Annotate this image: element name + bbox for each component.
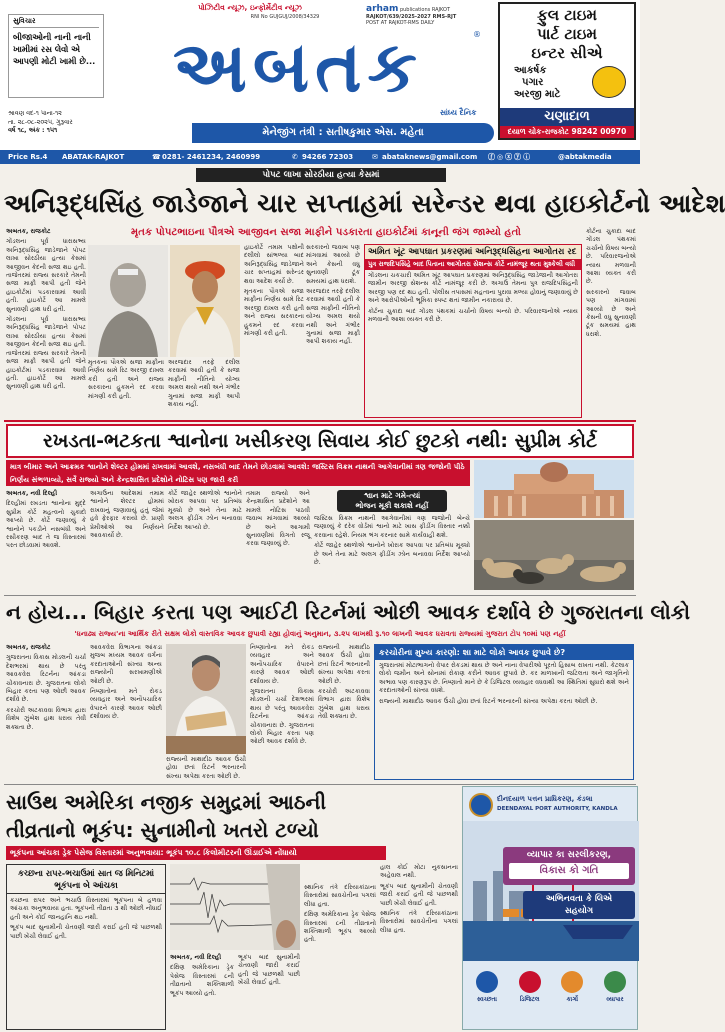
story1-col-4-text: હાઇકોર્ટે તમામ પક્ષોની દલીલો સાંભળ્યા બાદ અનિરૂદ્ધસિંહ જાડેજાને ચાર સપ્તાહમાં સરેન્ડર થવા આદેશ કર્યો છે. bbox=[244, 244, 304, 285]
story1-col-5-text-cont: અરજદાર તરફે દલીલ કરવામાં આવી હતી કે સજા માફીની નીતિનો યોગ્ય અમલ થયો નથી અને ગંભીર ગુનામાં સજા માફી આપી શકાય નહીં. bbox=[306, 288, 360, 346]
callout-title-1: શ્વાન માટે ગમે-ત્યાં bbox=[363, 491, 421, 500]
port-feature-row bbox=[467, 971, 635, 1025]
story4-col-2 bbox=[238, 954, 300, 1030]
story4-dateline: અબતક, નવી દિલ્હી bbox=[170, 954, 222, 961]
story2-col-2-text: અગાઉના આદેશમાં તમામ શ્વાનોને શેલ્ટર હોમમાં રાખવાનું જણાવાયું હતું જેમાં હવે ફેરફાર કરાયો છે. પ્રાણી પ્રેમીઓએ આ નિર્ણયને આવકાર્યો છે. bbox=[90, 490, 164, 540]
port-slogan-box bbox=[503, 847, 635, 885]
story3-box-text-p2: રાજ્યની માથાદીઠ આવક ઉંચી હોવા છતાં રિટર્ન ભરનારની સંખ્યા અપેક્ષા કરતા ઓછી છે. bbox=[379, 697, 598, 705]
mobile-icon: ✆ bbox=[292, 153, 298, 161]
story1-col-2-text: મૃતકના પૌત્રએ સજા માફીના નિર્ણય સામે રિટ અરજી દાખલ કરી હતી અને રાજ્ય સરકારના હુકમને રદ કરવા માંગણી કરી હતી. bbox=[88, 359, 164, 400]
port-slogan-1: વ્યાપાર કા સરલીકરણ, bbox=[526, 850, 612, 860]
sidebox-text bbox=[365, 270, 581, 410]
story4-col-4-text-cont: ભૂકંપ બાદ સુનામીની ચેતવણી જારી કરાઈ હતી જે પાછળથી પાછી ખેંચી લેવાઈ હતી. bbox=[380, 882, 458, 907]
story2-col-3 bbox=[168, 490, 242, 590]
port-authority-ad[interactable] bbox=[462, 786, 638, 1030]
story2-callout[interactable] bbox=[314, 490, 470, 590]
story2-col-4-text: તમામ રાજ્યો અને કેન્દ્રશાસિત પ્રદેશોને આ મામલે નોટિસ પાઠવી જવાબ માંગવામાં આવ્યો છે અને આગામી સુનાવણીમાં વિગતો રજૂ કરવા જણાવ્યું છે. bbox=[246, 490, 310, 548]
ad-line-1: ફુલ ટાઇમ bbox=[537, 6, 597, 24]
photo-accused bbox=[170, 245, 240, 357]
story3-col-2-text-cont: નિષ્ણાતોના મતે રોકડ વ્યવહાર અને અનૌપચારિક વેપારને કારણે આવક ઓછી દર્શાવાય છે. bbox=[90, 688, 162, 721]
mobile[interactable]: 94266 72303 bbox=[302, 153, 354, 161]
story2-dateline: અબતક, નવી દિલ્હી bbox=[6, 490, 58, 497]
story3-box-text-p: ગુજરાતમાં મોટાભાગનો વેપાર રોકડમાં થાય છે અને નાના વેપારીઓ પૂરતો હિસાબ રાખતા નથી. કેટલાક લોકો જમીન અને સોનામાં રોકાણ કરીને આવક છુપાવે છે. કર માળખાની જટિલતા અને જાગૃતિનો અભાવ પણ કારણરૂપ છે. નિષ્ણાતો માને છે કે ડિજિટલ વ્યવહાર વધવાથી આ સ્થિતિમાં સુધારો થશે અને કરદાતાઓની સંખ્યા વધશે. bbox=[379, 662, 629, 695]
port-slogan-3 bbox=[523, 891, 635, 919]
story3-col-5-text: રાજ્યની માથાદીઠ આવક ઉંચી હોવા છતાં રિટર્ન ભરનારની સંખ્યા અપેક્ષા કરતા ઓછી છે. bbox=[318, 644, 370, 685]
story4-sidebox[interactable] bbox=[6, 864, 166, 1030]
price: Price Rs.4 bbox=[8, 153, 48, 161]
callout-title-2: ભોજન મૂકી શકાશે નહીં bbox=[355, 501, 429, 510]
photo-supreme-court bbox=[474, 460, 634, 518]
story2-redbar: માત્ર બીમાર અને આક્રમક શ્વાનોને શેલ્ટર હોમમાં રાખવામાં આવશે, નસબંધી બાદ તેમને છોડવામાં આવશે: જસ્ટિસ વિક્રમ નાથની આગેવાનીમાં ત્રણ જજોની પીઠે નિર્ણય સંભળાવ્યો, સર્વે રાજ્યો અને કેન્દ્રશાસિત પ્રદેશોને નોટિસ પણ જારી કરી bbox=[6, 460, 470, 486]
port-feature-1 bbox=[467, 971, 507, 1025]
feature-1-icon bbox=[476, 971, 498, 993]
place: ABATAK-RAJKOT bbox=[62, 153, 125, 161]
ad-line-4: આકર્ષક bbox=[514, 65, 547, 76]
story3-col-2-text: આવકવેરા વિભાગના આંકડા મુજબ મધ્યમ આવક વર્ગના કરદાતાઓની સંખ્યા અન્ય રાજ્યોની સરખામણીએ ઓછી છે. bbox=[90, 644, 162, 685]
story3-subhead: 'ધનાઢ્ય રાજ્ય'ના આર્થિક રીતે સક્ષમ લોકો વાસ્તવિક આવક છુપાવી રહ્યા હોવાનું અનુમાન, ૩.૨૫ લાખથી રૂ.૧૦ લાખની આવક ધરાવતા રાજ્યમાં ગુજરાત ટોપ ૧૦માં પણ નહીં bbox=[74, 629, 566, 638]
story4-redbar: ભૂકંપના આંચકા ડ્રેક પેસેજ વિસ્તારમાં અનુભવાયા: ભૂકંપ ૧૦.૮ કિલોમીટરની ઊંડાઈએ નોંધાયો bbox=[6, 846, 386, 860]
story2-col-3-text: કોર્ટે જાહેર સ્થળોએ શ્વાનોને ખોરાક આપવા પર પ્રતિબંધ મૂક્યો છે અને તેના માટે અલગ ફીડીંગ ઝોન બનાવવા નિર્દેશ આપ્યો છે. bbox=[168, 490, 242, 531]
masthead bbox=[0, 0, 640, 150]
port-feature-2 bbox=[510, 971, 550, 1025]
ad-mascot-icon bbox=[592, 66, 626, 98]
port-feature-3 bbox=[552, 971, 592, 1025]
email-icon: ✉ bbox=[372, 153, 378, 161]
ad-contact: દયાળ ચોક-રાજકોટ 98242 00970 bbox=[500, 126, 634, 138]
photo-victim bbox=[88, 245, 168, 357]
rni-number: RNI No GUJGUJ/2008/34329 bbox=[250, 14, 320, 20]
ad-line-6: અરજી માટે bbox=[514, 89, 561, 100]
photo-stray-dogs bbox=[474, 520, 634, 590]
story1-col-3-text: અરજદાર તરફે દલીલ કરવામાં આવી હતી કે સજા માફીની નીતિનો યોગ્ય અમલ થયો નથી અને ગંભીર ગુનામાં સજા માફી આપી શકાય નહીં. bbox=[168, 359, 240, 409]
story4-headline-1: સાઉથ અમેરિકા નજીક સમુદ્રમાં આઠની bbox=[6, 790, 327, 814]
story4-col-2-text: ભૂકંપ બાદ સુનામીની ચેતવણી જારી કરાઈ હતી જે પાછળથી પાછી ખેંચી લેવાઈ હતી. bbox=[238, 954, 300, 987]
story1-right-text: કોર્ટના ચુકાદા બાદ ગોંડલ પંથકમાં ચર્ચાનો વિષય બન્યો છે. પરિવારજનોએ ન્યાય મળવાની આશા વ્યક્ત કરી છે. bbox=[586, 228, 636, 286]
story3-col-1 bbox=[6, 644, 86, 780]
recruitment-ad[interactable] bbox=[498, 2, 636, 140]
story1-col-4 bbox=[244, 244, 304, 418]
ad-brand: ચણાદાળ bbox=[500, 108, 634, 126]
feature-4-icon bbox=[604, 971, 626, 993]
story3-col-4-text-cont: ગુજરાતના વિકાસ મોડલની ચર્ચા દેશભરમાં થાય છે પરંતુ આવકવેરા રિટર્નના આંકડા ચોંકાવનારા છે. ગુજરાતના લોકો બિહાર કરતા પણ ઓછી આવક દર્શાવે છે. bbox=[250, 688, 314, 746]
story4-box-text bbox=[7, 894, 165, 1024]
story3-col-4-text: નિષ્ણાતોના મતે રોકડ વ્યવહાર અને અનૌપચારિક વેપારને કારણે આવક ઓછી દર્શાવાય છે. bbox=[250, 644, 314, 685]
story4-box-text-p2: ભૂકંપ બાદ સુનામીની ચેતવણી જારી કરાઈ હતી જે પાછળથી પાછી ખેંચી લેવાઈ હતી. bbox=[10, 924, 162, 940]
story4-col-3-text-cont: દક્ષિણ અમેરિકાના ડ્રેક પેસેજ વિસ્તારમાં ૮ની તીવ્રતાનો શક્તિશાળી ભૂકંપ આવ્યો હતો. bbox=[304, 911, 376, 944]
date-line-2: તા. ૨૮-૦૮-૨૦૨૫, ગુરૂવાર bbox=[8, 118, 73, 126]
sidebox-title: અમિત ખૂંટ આપઘાત પ્રકરણમાં અનિરૂદ્ધસિંહના આગોતરા રદ bbox=[365, 245, 581, 259]
suvichar-box bbox=[8, 14, 104, 98]
arham-brand: arham bbox=[366, 4, 399, 14]
port-slogan-2: વિકાસ કો ગતિ bbox=[509, 863, 629, 879]
story4-col-4-text-cont2: સ્થાનિક તંત્રે દરિયાકાંઠાના વિસ્તારોમાં સાવચેતીના પગલાં લીધા હતા. bbox=[380, 910, 458, 934]
story3-col-4 bbox=[250, 644, 314, 780]
feature-2-icon bbox=[519, 971, 541, 993]
ad-line-3: ઇન્ટર સીએ bbox=[531, 44, 603, 62]
callout-text bbox=[314, 515, 470, 587]
story4-headline[interactable] bbox=[6, 788, 456, 844]
story3-headline[interactable]: ન હોય... બિહાર કરતા પણ આઈટી રિટર્નમાં ઓછી આવક દર્શાવે છે ગુજરાતના લોકો bbox=[6, 600, 691, 624]
social-handle[interactable]: @abtakmedia bbox=[558, 153, 612, 161]
story1-col-4-text-cont: મૃતકના પૌત્રએ સજા માફીના નિર્ણય સામે રિટ અરજી દાખલ કરી હતી અને રાજ્ય સરકારના હુકમને રદ કરવા માંગણી કરી હતી. bbox=[244, 288, 304, 338]
story3-col-3-text: રાજ્યની માથાદીઠ આવક ઉંચી હોવા છતાં રિટર્ન ભરનારની સંખ્યા અપેક્ષા કરતા ઓછી છે. bbox=[166, 756, 246, 780]
social-icons[interactable]: ⓕ◎ⓧⓨⓘ bbox=[488, 153, 533, 161]
story2-headline-box[interactable] bbox=[6, 424, 634, 458]
photo-man-counting-money bbox=[166, 644, 246, 754]
story3-col-2 bbox=[90, 644, 162, 780]
story4-col-3-text: સ્થાનિક તંત્રે દરિયાકાંઠાના વિસ્તારોમાં સાવચેતીના પગલાં લીધા હતા. bbox=[304, 884, 376, 908]
story-1 bbox=[0, 165, 725, 420]
story4-headline-2: તીવ્રતાનો ભૂકંપ: સુનામીનો ખતરો ટળ્યો bbox=[6, 818, 319, 842]
callout-text-p: જસ્ટિસ વિક્રમ નાથની આગેવાનીમાં ત્રણ જજોની બેન્ચે જણાવ્યું કે દરેક વોર્ડમાં શ્વાનો માટે ખાસ ફીડીંગ વિસ્તાર નક્કી કરવાના રહેશે. નિયમ ભંગ કરનાર સામે કાર્યવાહી થશે. bbox=[314, 515, 470, 539]
story1-subhead: મૃતક પોપટભાઇના પૌત્રએ આજીવન સજા માફીને પડકારતા હાઇકોર્ટમાં કાનૂની જંગ જામ્યો હતો bbox=[131, 227, 521, 238]
story4-col-4 bbox=[380, 864, 458, 1030]
story4-box-title: કચ્છના રાપર-ભચાઉમાં સાત જ મિનિટમાં ભૂકંપના બે આંચકા bbox=[7, 865, 165, 894]
arham-line-2: RAJKOT/639/2025-2027 RMS-RJT bbox=[366, 13, 457, 20]
story1-col-right bbox=[586, 228, 636, 418]
sidebox-text-p2: કોર્ટના ચુકાદા બાદ ગોંડલ પંથકમાં ચર્ચાનો વિષય બન્યો છે. પરિવારજનોએ ન્યાય મળવાની આશા વ્યક્ત કરી છે. bbox=[368, 307, 578, 324]
info-bar bbox=[0, 150, 640, 164]
story1-col-1 bbox=[6, 228, 86, 418]
callout-text-p2: કોર્ટે જાહેર સ્થળોએ શ્વાનોને ખોરાક આપવા પર પ્રતિબંધ મૂક્યો છે અને તેના માટે અલગ ફીડીંગ ઝોન બનાવવા નિર્દેશ આપ્યો છે. bbox=[314, 542, 470, 567]
subtitle: સાંધ્ય દૈનિક bbox=[440, 108, 477, 117]
story4-box-text-p: કચ્છના રાપર અને ભચાઉ વિસ્તારમાં ભૂકંપના બે હળવા આંચકા અનુભવાયા હતા. ભૂકંપની તીવ્રતા ૩ થી ઓછી નોંધાઈ હતી અને કોઈ જાનહાનિ થઇ નથી. bbox=[10, 897, 162, 921]
feature-4-label: વ્યાપાર bbox=[606, 996, 624, 1003]
suvichar-label: સુવિચાર bbox=[13, 17, 99, 28]
story1-col-2 bbox=[88, 359, 164, 419]
story3-dateline: અબતક, રાજકોટ bbox=[6, 644, 51, 651]
port-slogan-4-text: સહયોગ bbox=[564, 906, 594, 916]
story1-headline[interactable]: અનિરૂદ્ધસિંહ જાડેજાને ચાર સપ્તાહમાં સરેન્ડર થવા હાઇકોર્ટનો આદેશ bbox=[4, 189, 725, 219]
story2-col-2 bbox=[90, 490, 164, 590]
story-2 bbox=[0, 422, 640, 592]
story4-col-3 bbox=[304, 884, 376, 1030]
port-slogan-3-text: અભિનવતા કે લિએ bbox=[545, 894, 613, 904]
port-org: દીનદયાળ પત્તન પ્રાધિકરણ, કંડલા bbox=[497, 795, 593, 803]
feature-2-label: ડિજિટલ bbox=[519, 996, 540, 1003]
story1-dateline: અબતક, રાજકોટ bbox=[6, 228, 51, 235]
callout-title bbox=[337, 490, 447, 512]
story3-col-3 bbox=[166, 756, 246, 780]
story4-col-1 bbox=[170, 954, 234, 1030]
feature-3-label: કાર્ગો bbox=[566, 996, 579, 1003]
divider-3 bbox=[4, 784, 636, 785]
sidebox-text-p: ગોંડલના ચકચારી અમિત ખૂંટ આપઘાત પ્રકરણમાં અનિરૂદ્ધસિંહ જાડેજાની આગોતરા જામીન અરજી સેશન્સ કોર્ટે નામંજૂર કરી છે. અગાઉ તેમના પુત્ર રાજદિપસિંહની અરજી પણ રદ થઇ હતી. પોલીસ તપાસમાં મહત્વના પુરાવા મળ્યા હોવાનું જણાવાયું છે અને આરોપીઓની ભૂમિકા સ્પષ્ટ થતાં જામીન નકારાયા છે. bbox=[368, 272, 578, 305]
ad-line-5: પગાર bbox=[522, 77, 544, 88]
editor-name: મેનેજીંગ તંત્રી : સતીષકુમાર એસ. મહેતા bbox=[262, 127, 424, 138]
sidebox-sub: પુત્ર રાજદિપસિંહે બાદ પિતાના આગોતરા સેશન્સ કોર્ટે નામંજૂર થતા મુશ્કેલી વધી bbox=[365, 259, 581, 270]
email[interactable]: abataknews@gmail.com bbox=[382, 153, 478, 161]
date-line-1: શ્રાવણ વદ-૧ પાના-૧૨ bbox=[8, 110, 62, 117]
arham-publications: publications RAJKOT bbox=[399, 7, 451, 13]
registered-mark: ® bbox=[473, 30, 481, 39]
editor-bar bbox=[192, 123, 494, 143]
feature-3-icon bbox=[561, 971, 583, 993]
port-org-en: DEENDAYAL PORT AUTHORITY, KANDLA bbox=[497, 806, 618, 812]
arham-block bbox=[366, 6, 486, 27]
story1-col-1-text-cont: ગોંડલના પૂર્વ ધારાસભ્ય અનિરૂદ્ધસિંહ જાડેજાને પોપટ લાખા સોરઠીયા હત્યા કેસમાં આજીવન કેદની સજા થઇ હતી. તાજેતરમાં રાજ્ય સરકારે તેમની સજા માફી આપી હતી જેને હાઇકોર્ટમાં પડકારવામાં આવી હતી. હાઇકોર્ટે આ મામલે સુનાવણી હાથ ધરી હતી. bbox=[6, 316, 86, 391]
feature-1-label: સ્વચ્છતા bbox=[476, 996, 497, 1003]
story1-col-3 bbox=[168, 359, 240, 419]
ad-line-2: પાર્ટ ટાઇમ bbox=[536, 25, 597, 43]
story1-col-1-text: ગોંડલના પૂર્વ ધારાસભ્ય અનિરૂદ્ધસિંહ જાડેજાને પોપટ લાખા સોરઠીયા હત્યા કેસમાં આજીવન કેદની સજા થઇ હતી. તાજેતરમાં રાજ્ય સરકારે તેમની સજા માફી આપી હતી જેને હાઇકોર્ટમાં પડકારવામાં આવી હતી. હાઇકોર્ટે આ મામલે સુનાવણી હાથ ધરી હતી. bbox=[6, 238, 86, 313]
suvichar-text: બીજાઓની નાની નાની ખામીમાં રસ લેવો એ આપણી મોટી ખામી છે... bbox=[13, 32, 96, 67]
story2-col-1 bbox=[6, 490, 86, 590]
photo-seismograph bbox=[170, 864, 300, 950]
story3-col-1-text: ગુજરાતના વિકાસ મોડલની ચર્ચા દેશભરમાં થાય છે પરંતુ આવકવેરા રિટર્નના આંકડા ચોંકાવનારા છે. ગુજરાતના લોકો બિહાર કરતા પણ ઓછી આવક દર્શાવે છે. bbox=[6, 654, 86, 704]
story1-sidebox[interactable] bbox=[364, 244, 582, 418]
port-logo-icon bbox=[469, 793, 493, 817]
story3-box-title: કરચોરીના મુખ્ય કારણો: શા માટે લોકો આવક છુપાવે છે? bbox=[375, 645, 633, 660]
story2-col-1-text: દિલ્હીમાં રખડતા શ્વાનોના મુદ્દે સુપ્રીમ કોર્ટે મહત્વનો ચુકાદો આપ્યો છે. કોર્ટે જણાવ્યું કે શ્વાનોને પકડીને નસબંધી અને રસીકરણ બાદ તે જ વિસ્તારમાં પરત છોડવામાં આવશે. bbox=[6, 500, 86, 550]
story1-kicker: પોપટ લાખા સોરઠીયા હત્યા કેસમાં bbox=[196, 168, 446, 182]
story1-col-5 bbox=[306, 244, 360, 418]
story1-right-text-cont: સરકારનો જવાબ પણ માંગવામાં આવ્યો છે અને કેસની વધુ સુનાવણી ટૂંક સમયમાં હાથ ધરાશે. bbox=[586, 288, 636, 338]
story3-box-text bbox=[375, 660, 633, 778]
arham-line-3: POST AT RAJKOT-RMS DAILY bbox=[366, 20, 435, 26]
date-info bbox=[8, 110, 108, 136]
story3-col-5 bbox=[318, 644, 370, 780]
phone-icon: ☎ bbox=[152, 153, 161, 161]
story2-headline: રખડતા-ભટકતા શ્વાનોના ખસીકરણ સિવાય કોઈ છુટકો નથી: સુપ્રીમ કોર્ટ bbox=[42, 430, 598, 452]
story-3 bbox=[0, 596, 691, 782]
story3-sidebox[interactable] bbox=[374, 644, 634, 780]
story1-col-5-text: સરકારનો જવાબ પણ માંગવામાં આવ્યો છે અને કેસની વધુ સુનાવણી ટૂંક સમયમાં હાથ ધરાશે. bbox=[306, 244, 360, 285]
story3-col-1-text-cont: કરચોરી અટકાવવા વિભાગ દ્વારા વિશેષ ઝુંબેશ હાથ ધરાય તેવી શક્યતા છે. bbox=[6, 706, 86, 731]
date-line-3: વર્ષ ૧૮, અંક : ૧૫૧ bbox=[8, 127, 58, 134]
story3-col-5-text-cont: કરચોરી અટકાવવા વિભાગ દ્વારા વિશેષ ઝુંબેશ હાથ ધરાય તેવી શક્યતા છે. bbox=[318, 688, 370, 721]
port-feature-4 bbox=[595, 971, 635, 1025]
story4-col-1-text: દક્ષિણ અમેરિકાના ડ્રેક પેસેજ વિસ્તારમાં ૮ની તીવ્રતાનો શક્તિશાળી ભૂકંપ આવ્યો હતો. bbox=[170, 964, 234, 997]
story2-col-4 bbox=[246, 490, 310, 590]
story4-col-4-text: હાલ કોઈ મોટા નુકસાનના અહેવાલ નથી. bbox=[380, 864, 458, 880]
tagline: પોઝિટીવ ન્યૂઝ, ઇન્ફોર્મેટીવ ન્યૂઝ bbox=[198, 3, 302, 12]
newspaper-title: અબતક bbox=[173, 26, 423, 108]
phone[interactable]: 0281- 2461234, 2460999 bbox=[162, 153, 261, 161]
story-4 bbox=[0, 786, 460, 1032]
